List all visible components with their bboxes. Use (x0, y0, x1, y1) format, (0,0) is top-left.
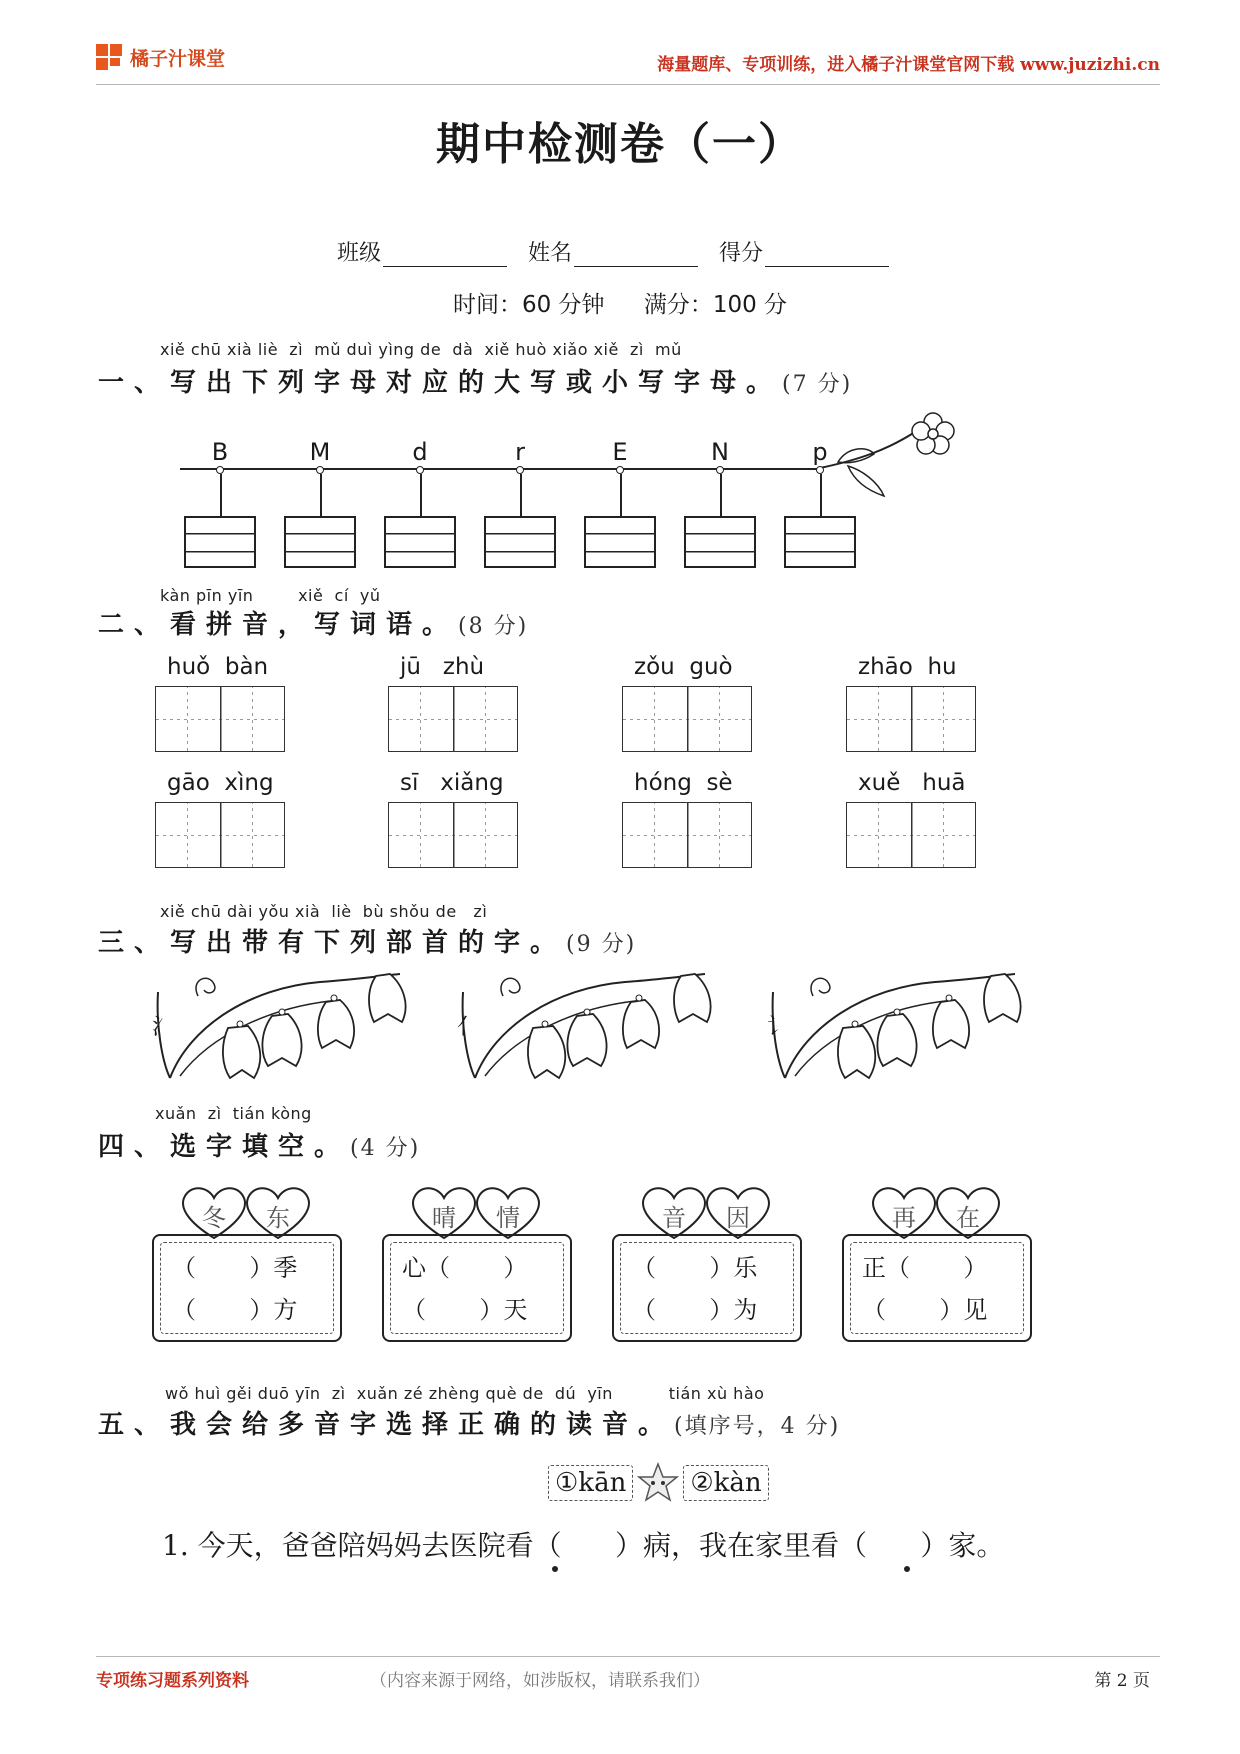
stem-dot (616, 466, 624, 474)
letter-label: d (412, 438, 428, 466)
s1-pinyin: xiě chū xià liè zì mǔ duì yìng de dà xiě huò xiǎo xiě zì mǔ (160, 340, 682, 359)
word-pinyin: zhāo hu (858, 654, 957, 680)
s4-title (98, 1126, 420, 1163)
word-writing-grid[interactable] (622, 802, 752, 868)
word-writing-grid[interactable] (846, 802, 976, 868)
word-writing-grid[interactable] (388, 686, 518, 752)
s4-score: (4 分) (350, 1136, 421, 1161)
reading-option-2: ②kàn (683, 1465, 768, 1501)
letter-label: E (612, 438, 628, 466)
letter-label: r (515, 438, 525, 466)
fill-blank-1[interactable]: （ ）乐 (632, 1254, 758, 1282)
letter-answer-box[interactable] (484, 516, 556, 568)
stem-dot (316, 466, 324, 474)
s5-pinyin: wǒ huì gěi duō yīn zì xuǎn zé zhèng què de dú yīn tián xù hào (165, 1384, 765, 1403)
stem-line (220, 474, 222, 518)
letter-answer-box[interactable] (684, 516, 756, 568)
s2-title-text: 二、看拼音，写词语。 (98, 610, 459, 640)
fill-blank-2[interactable]: （ ）见 (862, 1296, 988, 1324)
fill-blank-2[interactable]: （ ）方 (172, 1296, 298, 1324)
letter-label: p (812, 438, 828, 466)
s3-pinyin: xiě chū dài yǒu xià liè bù shǒu de zì (160, 902, 488, 921)
fill-blank-2[interactable]: （ ）天 (402, 1296, 528, 1324)
reading-option-1: ①kān (548, 1465, 633, 1501)
name-label: 姓名 (527, 241, 572, 266)
letter-label: M (309, 438, 331, 466)
word-writing-grid[interactable] (155, 686, 285, 752)
class-label: 班级 (336, 241, 381, 266)
heart-character: 晴 (432, 1204, 456, 1232)
word-pinyin: gāo xìng (167, 770, 274, 796)
heart-character: 再 (892, 1204, 916, 1232)
s1-score: (7 分) (782, 372, 853, 397)
footer-copyright: （内容来源于网络，如涉版权，请联系我们） (370, 1671, 710, 1691)
page-number: 第 2 页 (1094, 1671, 1150, 1691)
s2-pinyin: kàn pīn yīn xiě cí yǔ (160, 586, 381, 605)
s5-title (98, 1404, 840, 1441)
brand-name: 橘子汁课堂 (130, 48, 226, 70)
word-writing-grid[interactable] (846, 686, 976, 752)
header-divider (96, 84, 1160, 85)
footer-series: 专项练习题系列资料 (96, 1671, 249, 1691)
flower-icon (818, 410, 968, 500)
stem-dot (416, 466, 424, 474)
letter-stem-line (180, 468, 820, 470)
name-field[interactable] (574, 246, 698, 267)
fill-blank-2[interactable]: （ ）为 (632, 1296, 758, 1324)
page-title: 期中检测卷（一） (436, 119, 804, 170)
letter-answer-box[interactable] (784, 516, 856, 568)
radical-label: 讠 (767, 1015, 790, 1040)
stem-dot (816, 466, 824, 474)
heart-character: 情 (496, 1204, 520, 1232)
word-writing-grid[interactable] (388, 802, 518, 868)
stem-line (620, 474, 622, 518)
stem-line (420, 474, 422, 518)
s5-title-text: 五、我会给多音字选择正确的读音。 (98, 1410, 675, 1440)
emphasis-dot (552, 1566, 558, 1572)
score-field[interactable] (765, 246, 889, 267)
stem-line (720, 474, 722, 518)
footer-divider (96, 1656, 1160, 1657)
s1-title (98, 362, 852, 399)
duration: 时间：60 分钟 (452, 292, 605, 318)
word-pinyin: jū zhù (400, 654, 485, 680)
stem-line (320, 474, 322, 518)
stem-dot (716, 466, 724, 474)
s2-score: (8 分) (458, 614, 529, 639)
word-pinyin: xuě huā (858, 770, 966, 796)
exam-time-info (0, 286, 1240, 319)
radical-label: 亻 (457, 1015, 480, 1040)
radical-label: 氵 (152, 1015, 175, 1040)
letter-answer-box[interactable] (284, 516, 356, 568)
s4-pinyin: xuǎn zì tián kòng (155, 1104, 312, 1123)
emphasis-dot (904, 1566, 910, 1572)
heart-character: 在 (956, 1204, 980, 1232)
star-icon (637, 1462, 679, 1504)
letter-label: B (211, 438, 229, 466)
s3-title-text: 三、写出带有下列部首的字。 (98, 928, 567, 958)
stem-line (820, 474, 822, 518)
reading-options (548, 1462, 769, 1504)
s3-title (98, 922, 636, 959)
stem-dot (216, 466, 224, 474)
s3-score: (9 分) (566, 932, 637, 957)
promo-text: 海量题库、专项训练，进入橘子汁课堂官网下载 www.juzizhi.cn (657, 55, 1160, 75)
question-sentence-1: 1. 今天，爸爸陪妈妈去医院看（ ）病，我在家里看（ ）家。 (162, 1529, 1005, 1562)
student-info (0, 236, 1240, 267)
class-field[interactable] (383, 246, 507, 267)
letter-label: N (711, 438, 729, 466)
fill-blank-1[interactable]: 正（ ） (862, 1254, 988, 1282)
word-pinyin: zǒu guò (634, 654, 733, 680)
letter-answer-box[interactable] (184, 516, 256, 568)
word-writing-grid[interactable] (155, 802, 285, 868)
letter-answer-box[interactable] (584, 516, 656, 568)
heart-character: 冬 (202, 1204, 226, 1232)
s5-score: (填序号，4 分) (674, 1414, 841, 1439)
s1-title-text: 一、写出下列字母对应的大写或小写字母。 (98, 368, 783, 398)
heart-character: 音 (662, 1204, 686, 1232)
word-pinyin: huǒ bàn (167, 654, 269, 680)
full-score: 满分：100 分 (643, 292, 788, 318)
score-label: 得分 (719, 241, 764, 266)
stem-line (520, 474, 522, 518)
word-pinyin: sī xiǎng (400, 770, 504, 796)
word-writing-grid[interactable] (622, 686, 752, 752)
fill-blank-1[interactable]: 心（ ） (402, 1254, 528, 1282)
s2-title (98, 604, 528, 641)
heart-character: 因 (726, 1204, 750, 1232)
fill-blank-1[interactable]: （ ）季 (172, 1254, 298, 1282)
brand-logo-icon (96, 44, 124, 72)
stem-dot (516, 466, 524, 474)
heart-character: 东 (266, 1204, 290, 1232)
letter-answer-box[interactable] (384, 516, 456, 568)
lily-flower-icon (455, 966, 725, 1086)
word-pinyin: hóng sè (634, 770, 733, 796)
lily-flower-icon (150, 966, 420, 1086)
lily-flower-icon (765, 966, 1035, 1086)
s4-title-text: 四、选字填空。 (98, 1132, 351, 1162)
